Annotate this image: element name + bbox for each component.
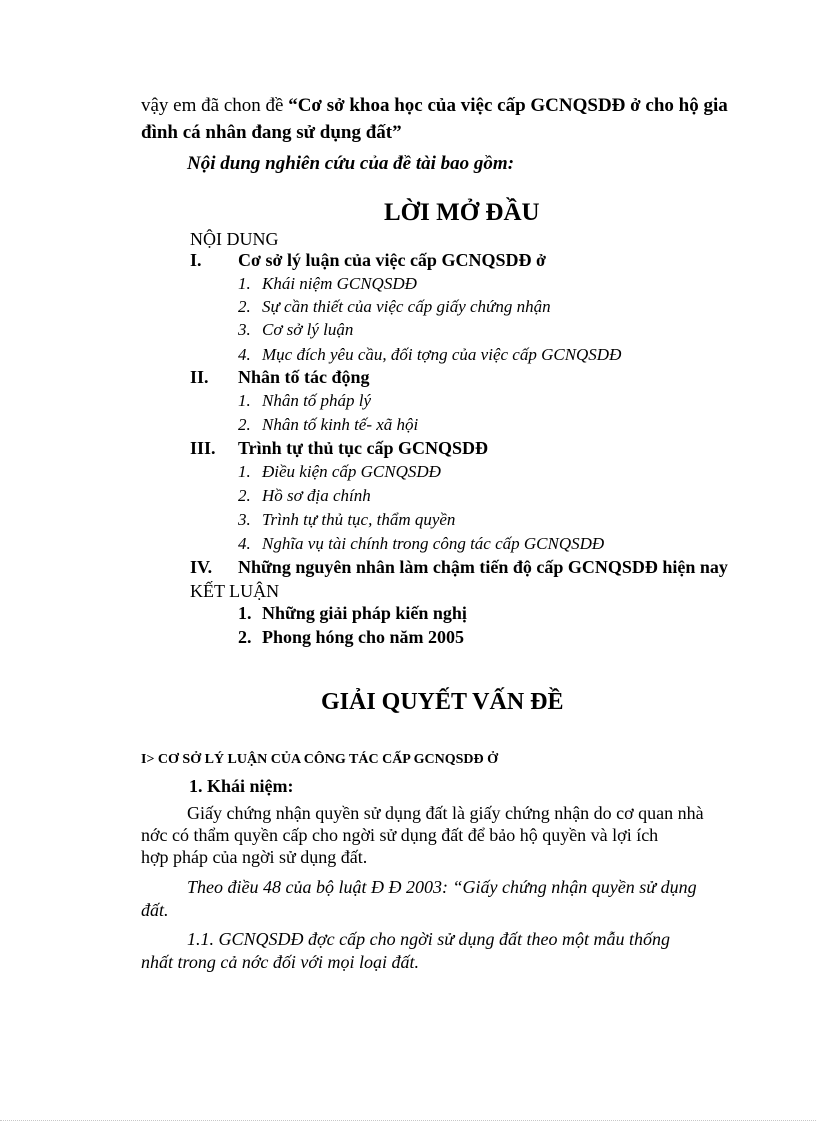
toc-item-num: 1. — [238, 274, 251, 293]
toc-item-num: 3. — [238, 510, 251, 529]
toc-item-num: 2. — [238, 486, 251, 505]
intro-line-1 — [141, 95, 728, 117]
section-heading: I> CƠ SỞ LÝ LUẬN CỦA CÔNG TÁC CẤP GCNQSDĐ Ở — [141, 752, 498, 767]
para3-line-2: nhất trong cả nớc đối với mọi loại đất. — [141, 952, 420, 972]
toc-item-text: Khái niệm GCNQSDĐ — [262, 274, 417, 293]
para1-line-1: Giấy chứng nhận quyền sử dụng đất là giấy chứng nhận do cơ quan nhà — [187, 803, 704, 823]
toc-conclusion-text: Phong hóng cho năm 2005 — [262, 627, 465, 647]
para2-line-2: đất. — [141, 900, 169, 920]
toc-section-title: Nhân tố tác động — [238, 367, 370, 387]
toc-section-num: IV. — [190, 557, 213, 577]
toc-conclusion-text: Những giải pháp kiến nghị — [262, 603, 467, 623]
toc-item-text: Sự cần thiết của việc cấp giấy chứng nhận — [262, 297, 551, 316]
toc-conclusion-num: 1. — [238, 603, 252, 623]
toc-item-text: Hồ sơ địa chính — [262, 486, 371, 505]
intro-line-1-prefix: vậy em đã chon đề — [141, 95, 289, 116]
toc-section-title: Cơ sở lý luận của việc cấp GCNQSDĐ ở — [238, 250, 546, 270]
toc-item-text: Nghĩa vụ tài chính trong công tác cấp GCNQSDĐ — [262, 534, 605, 553]
toc-title: LỜI MỞ ĐẦU — [384, 199, 540, 226]
para2-line-1: Theo điều 48 của bộ luật Đ Đ 2003: “Giấy chứng nhận quyền sử dụng — [187, 877, 697, 897]
intro-line-2: đình cá nhân đang sử dụng đất” — [141, 122, 402, 143]
toc-conclusion-label: KẾT LUẬN — [190, 581, 280, 601]
para3-line-1: 1.1. GCNQSDĐ đợc cấp cho ngời sử dụng đất theo một mẫu thống — [187, 929, 671, 949]
content-heading: Nội dung nghiên cứu của đề tài bao gồm: — [187, 153, 515, 174]
page-bottom-rule — [0, 1120, 816, 1121]
toc-item-num: 2. — [238, 415, 251, 434]
toc-section-num: III. — [190, 438, 216, 458]
toc-section-title: Trình tự thủ tục cấp GCNQSDĐ — [238, 438, 488, 458]
toc-item-num: 1. — [238, 462, 251, 481]
toc-item-num: 2. — [238, 297, 251, 316]
toc-item-num: 4. — [238, 534, 251, 553]
toc-section-label: NỘI DUNG — [190, 229, 279, 249]
toc-item-num: 1. — [238, 391, 251, 410]
toc-item-text: Mục đích yêu cầu, đối tợng của việc cấp GCNQSDĐ — [262, 345, 622, 364]
toc-section-num: I. — [190, 250, 202, 270]
para1-line-3: hợp pháp của ngời sử dụng đất. — [141, 847, 368, 867]
toc-item-text: Điều kiện cấp GCNQSDĐ — [262, 462, 441, 481]
body-title: GIẢI QUYẾT VẤN ĐỀ — [321, 689, 564, 715]
toc-item-text: Cơ sở lý luận — [262, 320, 354, 339]
toc-item-text: Nhân tố kinh tế- xã hội — [262, 415, 419, 434]
para1-line-2: nớc có thẩm quyền cấp cho ngời sử dụng đất để bảo hộ quyền và lợi ích — [141, 825, 659, 845]
toc-section-num: II. — [190, 367, 209, 387]
toc-conclusion-num: 2. — [238, 627, 252, 647]
toc-item-num: 3. — [238, 320, 251, 339]
subheading: 1. Khái niệm: — [189, 776, 294, 796]
intro-topic-quote: “Cơ sở khoa học của việc cấp GCNQSDĐ ở cho hộ gia — [288, 95, 728, 116]
toc-item-text: Nhân tố pháp lý — [262, 391, 372, 410]
toc-item-text: Trình tự thủ tục, thẩm quyền — [262, 510, 456, 529]
toc-section-title: Những nguyên nhân làm chậm tiến độ cấp GCNQSDĐ hiện nay — [238, 557, 728, 577]
toc-item-num: 4. — [238, 345, 251, 364]
